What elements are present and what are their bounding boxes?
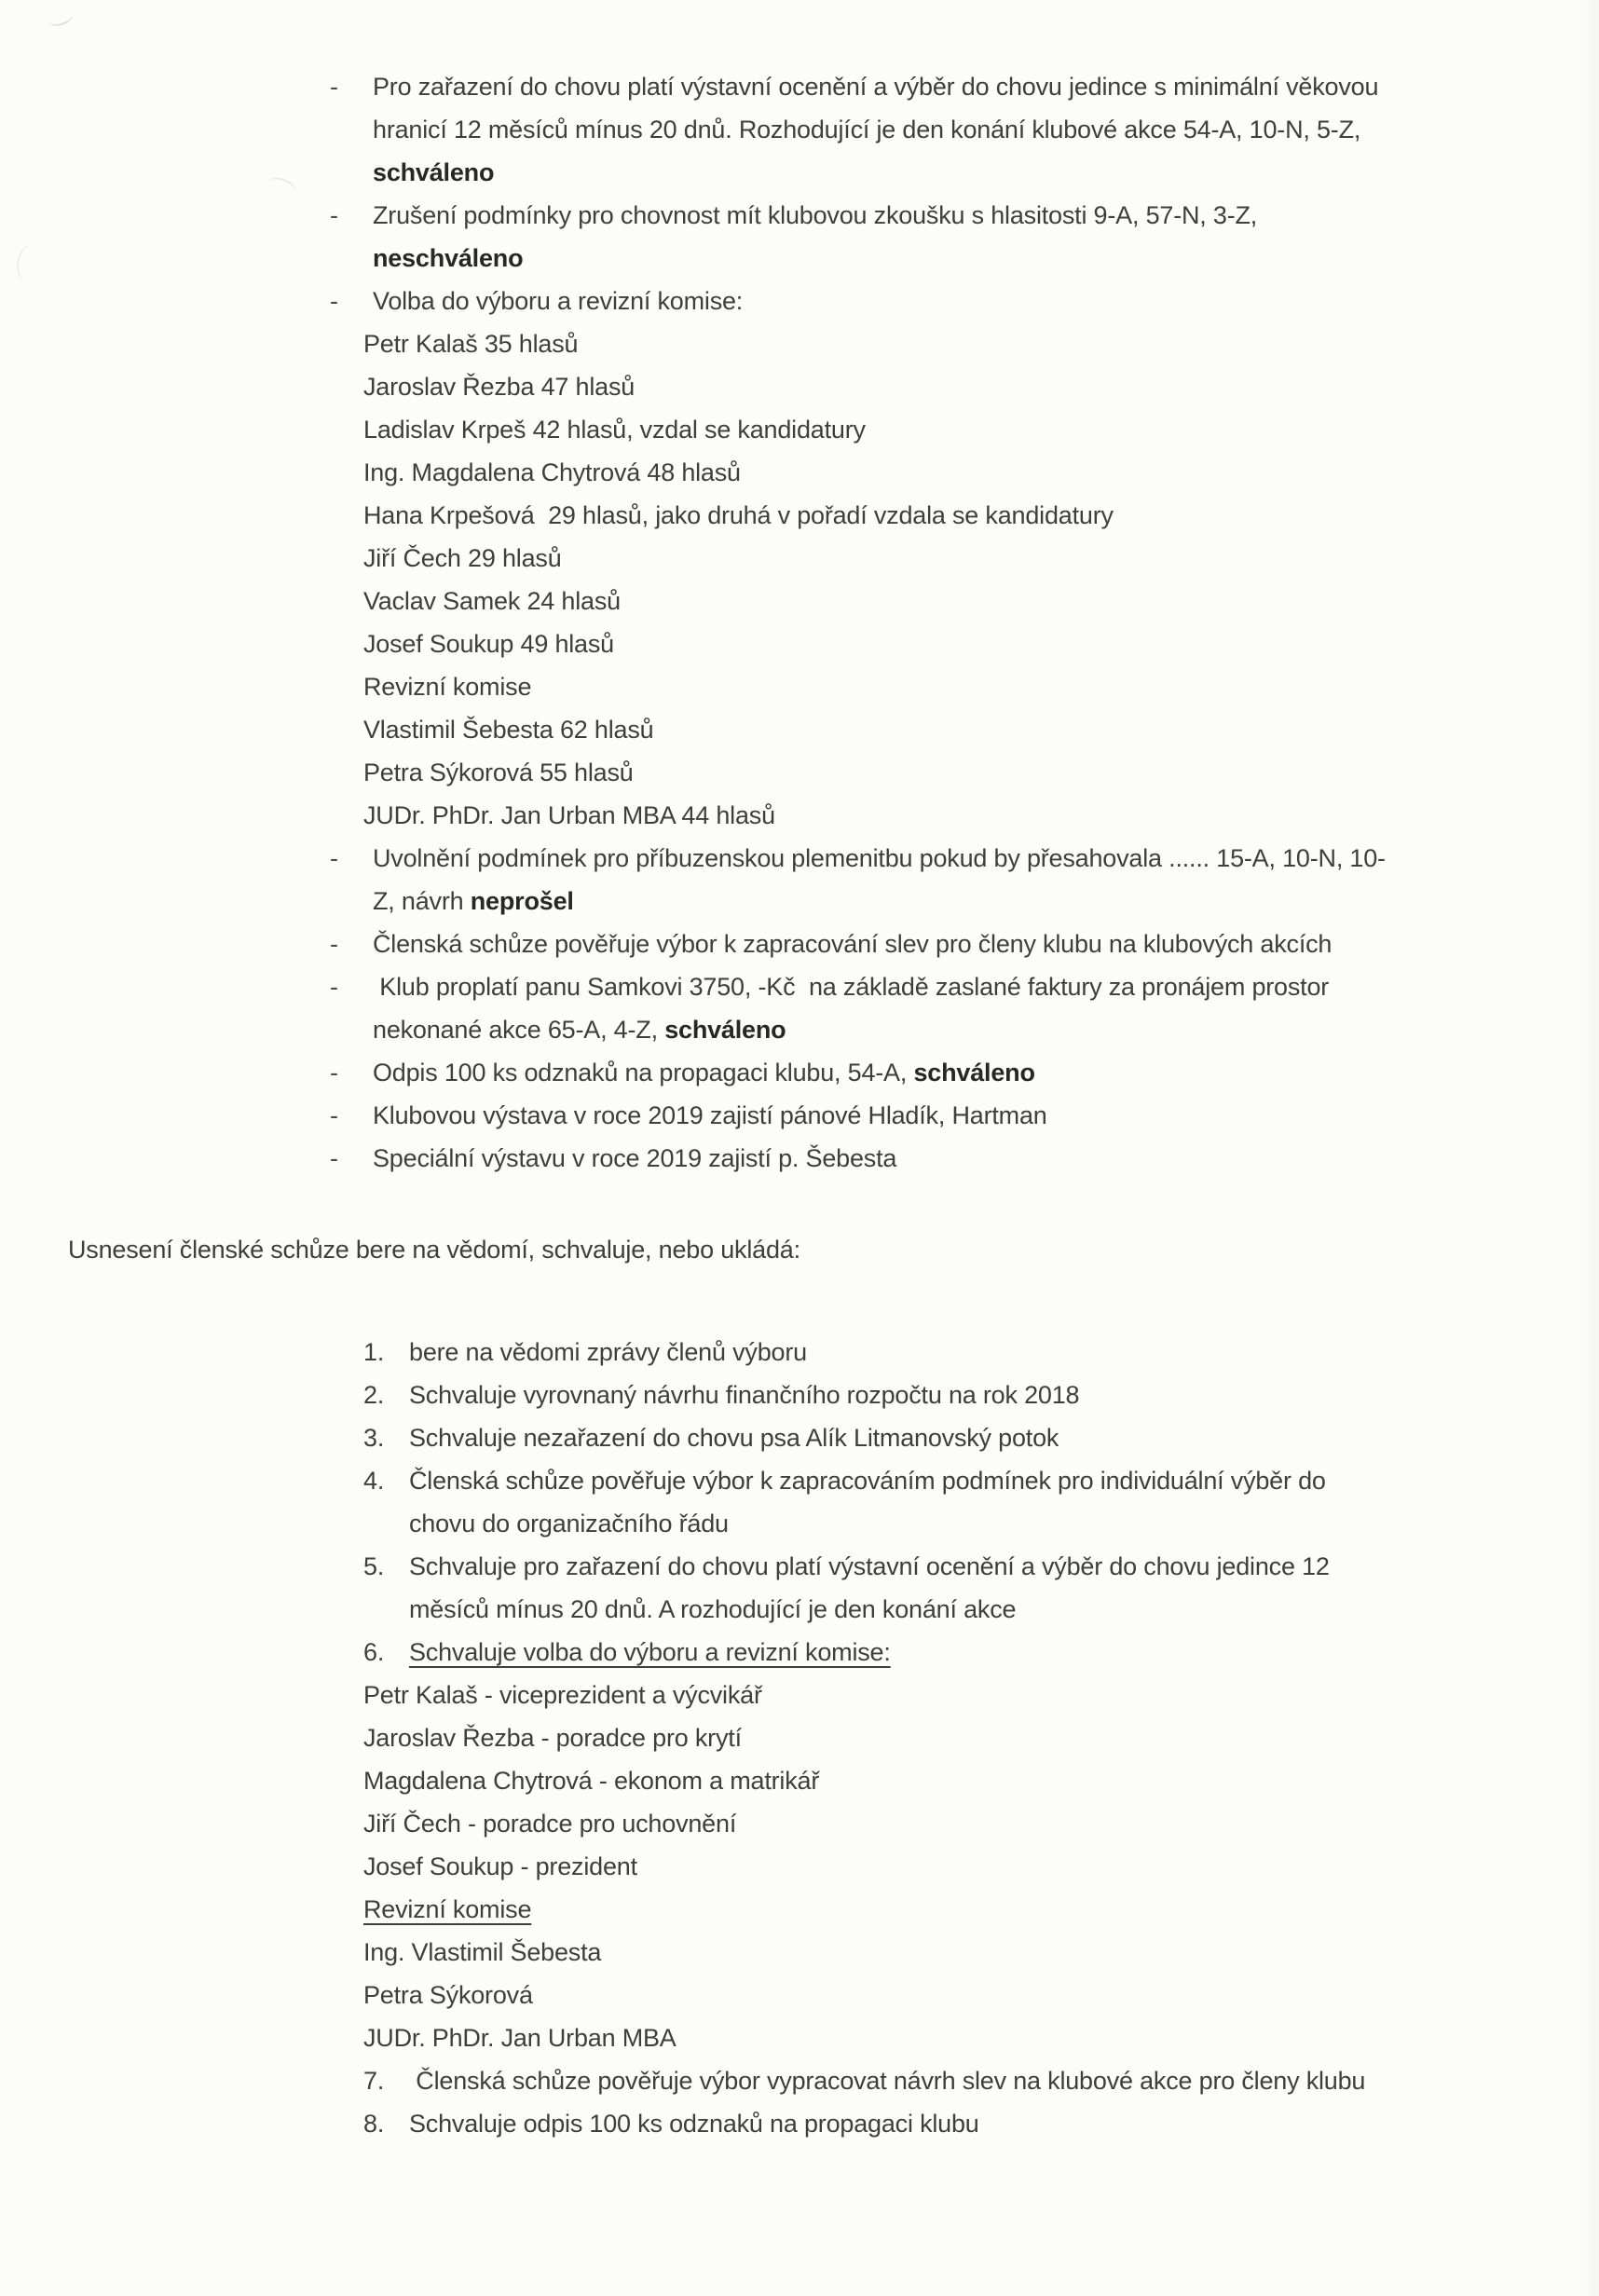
text-segment: hranicí 12 měsíců mínus 20 dnů. Rozhodující je den konání klubové akce 54-A, 10-N, 5-Z, [373,116,1361,144]
text-segment: Zrušení podmínky pro chovnost mít klubovou zkoušku s hlasitosti 9-A, 57-N, 3-Z, [373,201,1258,229]
bullet-continuation-line [0,108,1599,151]
text-segment: Klub proplatí panu Samkovi 3750, -Kč na základě zaslané faktury za pronájem prostor [373,973,1330,1001]
item-number: 5. [363,1552,385,1580]
text-segment: Hana Krpešová 29 hlasů, jako druhá v pořadí vzdala se kandidatury [363,501,1114,529]
bullet-item [0,280,1599,322]
section-paragraph [0,1228,1599,1271]
item-number: 1. [363,1338,385,1366]
text-segment: Klubovou výstava v roce 2019 zajistí pánové Hladík, Hartman [373,1101,1047,1129]
numbered-item [0,1374,1599,1416]
list-name-line [0,622,1599,665]
item-number: 3. [363,1424,385,1452]
numbered-item [0,2059,1599,2102]
text-segment: Schvaluje pro zařazení do chovu platí výstavní ocenění a výběr do chovu jedince 12 [409,1552,1330,1580]
bullet-continuation-line [0,237,1599,280]
text-segment: Schvaluje volba do výboru a revizní komise: [409,1638,891,1666]
list-name-line [0,1716,1599,1759]
bullet-item [0,922,1599,965]
text-segment: Schvaluje vyrovnaný návrhu finančního rozpočtu na rok 2018 [409,1381,1080,1409]
text-segment: Ing. Magdalena Chytrová 48 hlasů [363,458,741,486]
bullet-item [0,1094,1599,1137]
text-segment: Uvolnění podmínek pro příbuzenskou plemenitbu pokud by přesahovala ...... 15-A, 10-N, 10- [373,844,1386,872]
text-segment: Odpis 100 ks odznaků na propagaci klubu, 54-A, [373,1059,914,1086]
numbered-continuation-line [0,1502,1599,1545]
bullet-item [0,194,1599,237]
text-segment: JUDr. PhDr. Jan Urban MBA [363,2024,676,2052]
scan-artifact [47,7,74,28]
text-segment: Schvaluje odpis 100 ks odznaků na propagaci klubu [409,2110,979,2138]
list-name-line [0,2016,1599,2059]
bullet-continuation-line [0,880,1599,922]
text-segment: Schvaluje nezařazení do chovu psa Alík Litmanovský potok [409,1424,1059,1452]
numbered-item [0,2102,1599,2145]
list-name-line [0,580,1599,622]
text-segment: Jaroslav Řezba 47 hlasů [363,373,636,401]
list-name-line [0,537,1599,580]
text-segment: Členská schůze pověřuje výbor k zapracování slev pro členy klubu na klubových akcích [373,930,1332,958]
numbered-continuation-line [0,1588,1599,1631]
text-segment: Z, návrh [373,887,471,915]
item-number: 4. [363,1467,385,1495]
text-segment: Revizní komise [363,1895,532,1923]
text-segment: Petr Kalaš - viceprezident a výcvikář [363,1681,762,1709]
text-segment: Vlastimil Šebesta 62 hlasů [363,716,654,744]
document-content [0,65,1599,2145]
list-name-line [0,408,1599,451]
bullet-dash: - [330,73,338,101]
text-segment: nekonané akce 65-A, 4-Z, [373,1016,665,1044]
list-name-line [0,751,1599,794]
text-segment: Vaclav Samek 24 hlasů [363,587,621,615]
text-segment: Josef Soukup - prezident [363,1852,637,1880]
text-segment: Pro zařazení do chovu platí výstavní ocenění a výběr do chovu jedince s minimální věkovou [373,73,1379,101]
bullet-item [0,837,1599,880]
bullet-dash: - [330,287,338,315]
bullet-item [0,65,1599,108]
bullet-dash: - [330,973,338,1001]
text-segment: Ing. Vlastimil Šebesta [363,1938,602,1966]
numbered-item [0,1459,1599,1502]
text-segment: měsíců mínus 20 dnů. A rozhodující je den konání akce [409,1595,1017,1623]
text-segment: schváleno [373,158,495,186]
text-segment: Petr Kalaš 35 hlasů [363,330,579,358]
list-name-line [0,1931,1599,1974]
bullet-dash: - [330,1101,338,1129]
text-segment: Speciální výstavu v roce 2019 zajistí p. Šebesta [373,1144,897,1172]
bullet-item [0,965,1599,1008]
text-segment: Magdalena Chytrová - ekonom a matrikář [363,1767,820,1795]
numbered-item [0,1545,1599,1588]
numbered-item [0,1631,1599,1674]
text-segment: Petra Sýkorová 55 hlasů [363,758,634,786]
list-name-line [0,708,1599,751]
bullet-continuation-line [0,1008,1599,1051]
item-number: 8. [363,2110,385,2138]
list-name-line [0,451,1599,494]
bullet-dash: - [330,930,338,958]
item-number: 7. [363,2067,385,2095]
text-segment: schváleno [664,1016,786,1044]
item-number: 6. [363,1638,385,1666]
bullet-item [0,1051,1599,1094]
text-segment: chovu do organizačního řádu [409,1510,729,1538]
text-segment: schváleno [913,1059,1035,1086]
list-name-line [0,1674,1599,1716]
list-name-line [0,1845,1599,1888]
list-name-line [0,494,1599,537]
list-name-line [0,665,1599,708]
text-segment: Josef Soukup 49 hlasů [363,630,614,658]
text-segment: Ladislav Krpeš 42 hlasů, vzdal se kandidatury [363,416,866,444]
list-name-line [0,1974,1599,2016]
bullet-dash: - [330,1144,338,1172]
text-segment: neprošel [470,887,574,915]
text-segment: Členská schůze pověřuje výbor vypracovat návrh slev na klubové akce pro členy klubu [409,2067,1366,2095]
text-segment: bere na vědomi zprávy členů výboru [409,1338,807,1366]
text-segment: Členská schůze pověřuje výbor k zapracováním podmínek pro individuální výběr do [409,1467,1326,1495]
text-segment: neschváleno [373,244,524,272]
bullet-item [0,1137,1599,1180]
list-name-line [0,1759,1599,1802]
bullet-continuation-line [0,151,1599,194]
list-name-line [0,365,1599,408]
text-segment: JUDr. PhDr. Jan Urban MBA 44 hlasů [363,801,775,829]
list-name-line [0,322,1599,365]
text-segment: Volba do výboru a revizní komise: [373,287,744,315]
numbered-item [0,1416,1599,1459]
text-segment: Revizní komise [363,673,532,701]
bullet-dash: - [330,844,338,872]
text-segment: Jiří Čech 29 hlasů [363,544,562,572]
list-name-line [0,1888,1599,1931]
list-name-line [0,1802,1599,1845]
text-segment: Usnesení členské schůze bere na vědomí, schvaluje, nebo ukládá: [68,1236,800,1264]
bullet-dash: - [330,1059,338,1086]
text-segment: Jaroslav Řezba - poradce pro krytí [363,1724,742,1752]
numbered-item [0,1331,1599,1374]
bullet-dash: - [330,201,338,229]
text-segment: Petra Sýkorová [363,1981,533,2009]
text-segment: Jiří Čech - poradce pro uchovnění [363,1810,737,1838]
list-name-line [0,794,1599,837]
item-number: 2. [363,1381,385,1409]
